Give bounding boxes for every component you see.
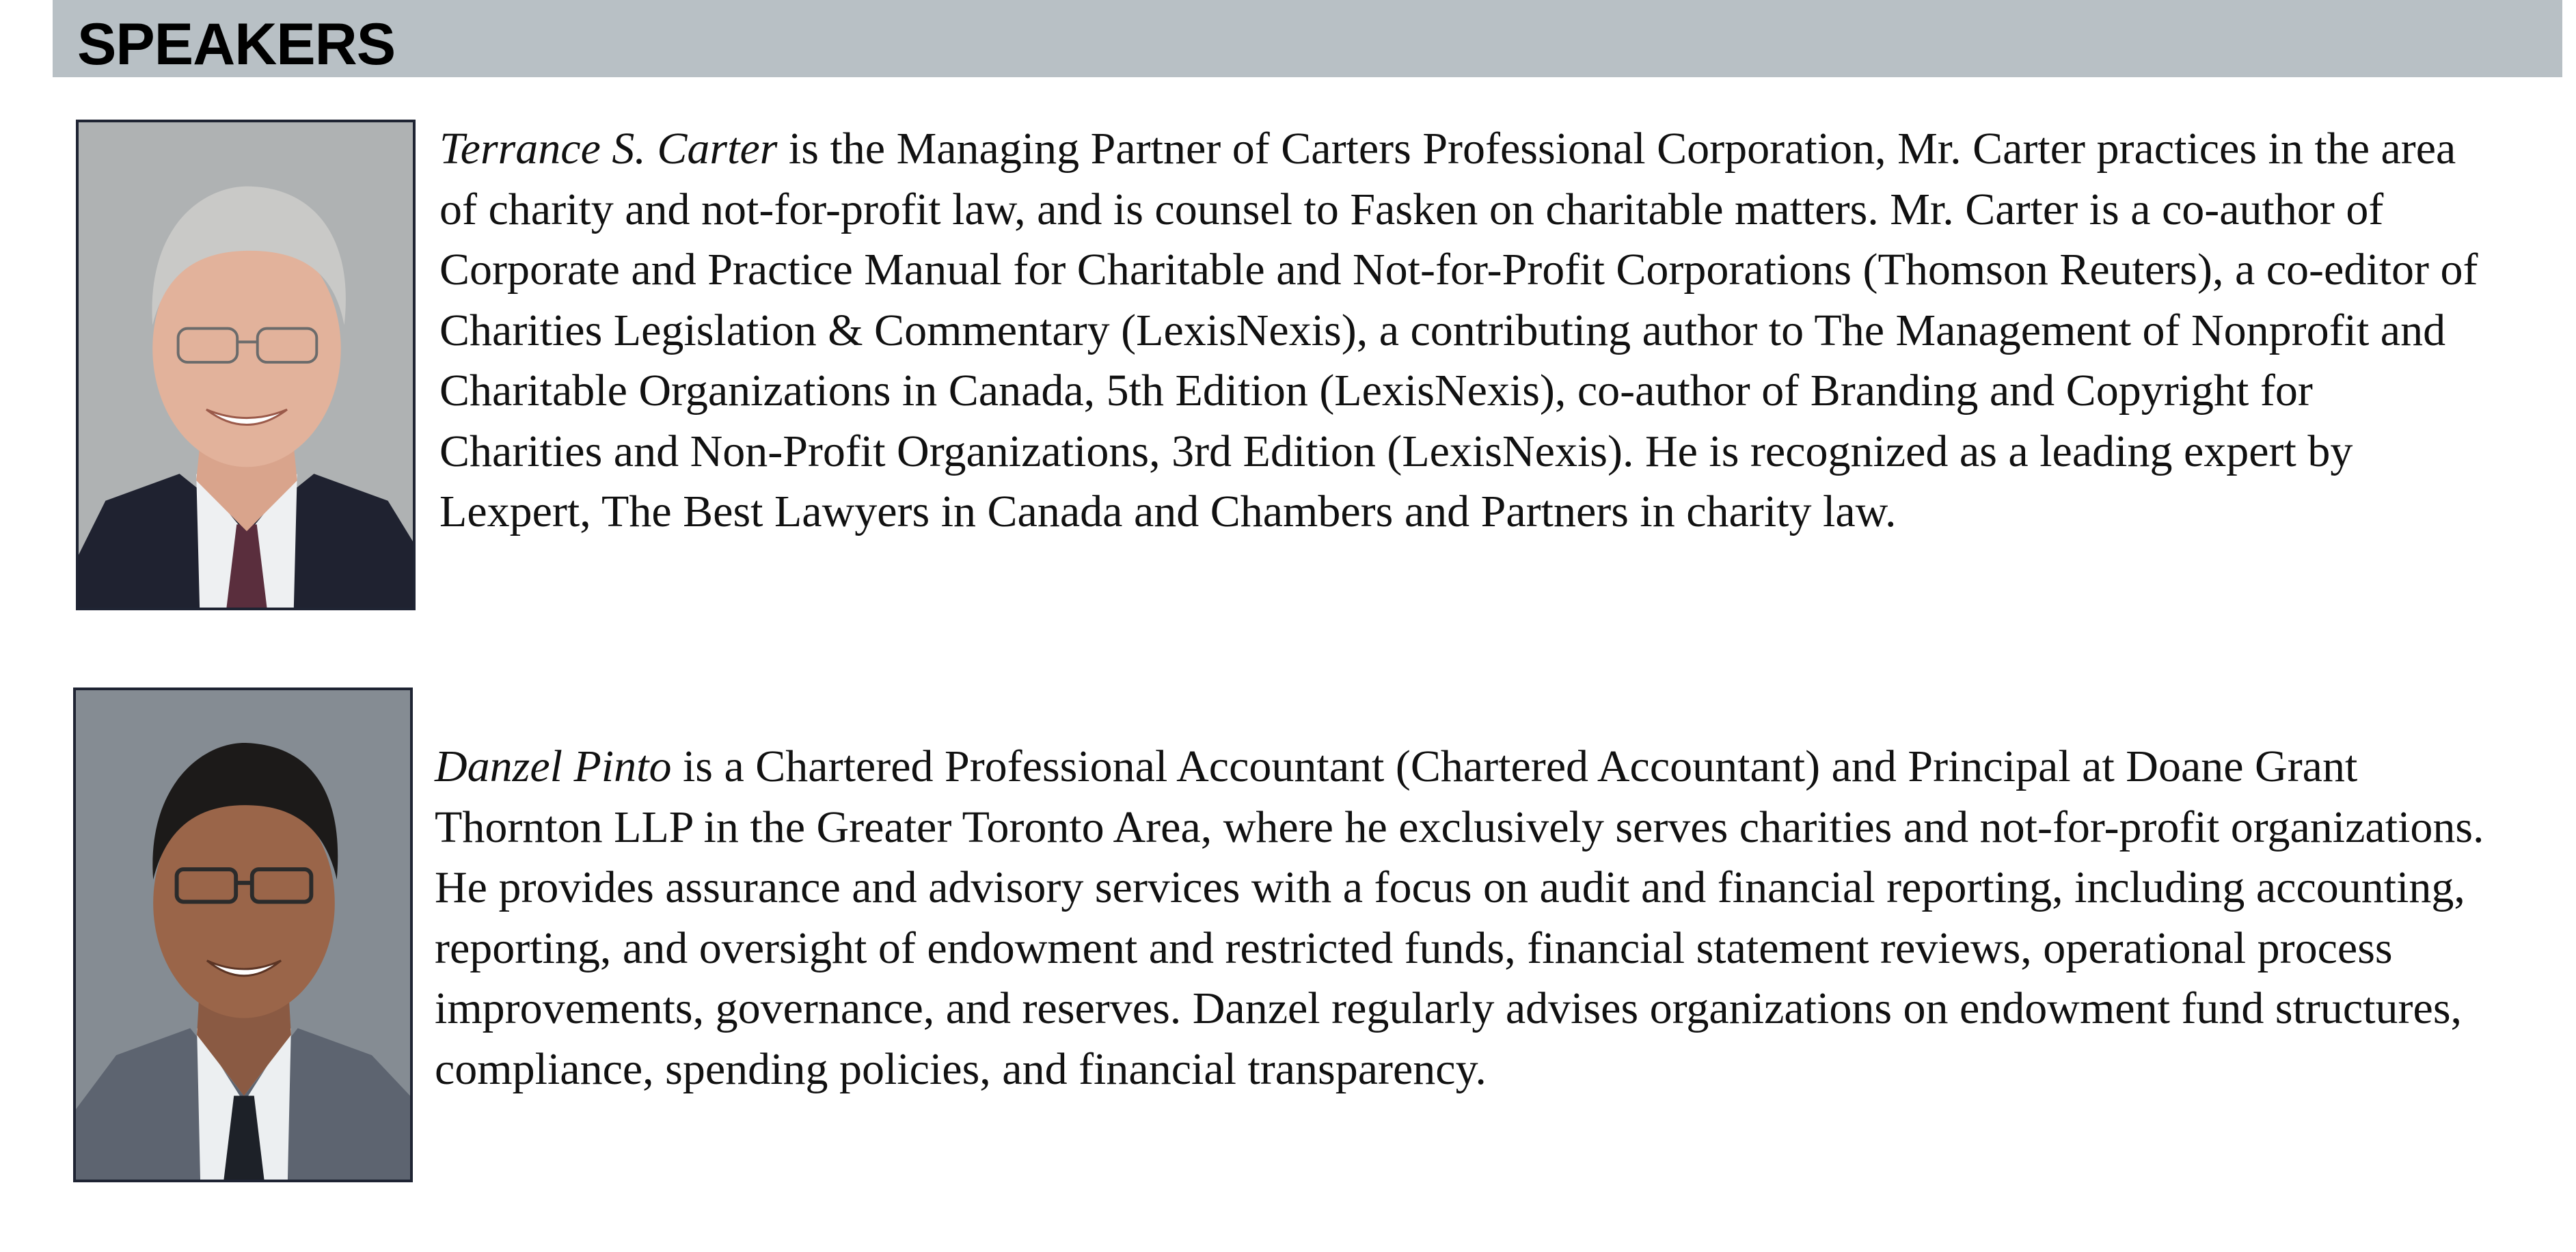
bio-line: Charities Legislation & Commentary (LexisNexis), a contributing author to The Management of Nonprofit and (439, 305, 2446, 355)
speaker-portrait-pinto (76, 690, 410, 1180)
bio-line: Thornton LLP in the Greater Toronto Area, where he exclusively serves charities and not-for-profit organizations. (435, 802, 2484, 852)
speaker-portrait-carter (79, 122, 413, 608)
bio-line: Terrance S. Carter is the Managing Partner of Carters Professional Corporation, Mr. Carter practices in the area (439, 124, 2456, 174)
speaker-name: Terrance S. Carter (439, 124, 778, 174)
bio-line: Charitable Organizations in Canada, 5th Edition (LexisNexis), co-author of Branding and Copyright for (439, 366, 2313, 416)
bio-line: Lexpert, The Best Lawyers in Canada and Chambers and Partners in charity law. (439, 487, 1897, 536)
bio-line: reporting, and oversight of endowment and restricted funds, financial statement reviews, operational process (435, 923, 2393, 973)
bio-line: of charity and not-for-profit law, and is counsel to Fasken on charitable matters. Mr. Carter is a co-author of (439, 184, 2384, 234)
section-header (53, 0, 2562, 77)
bio-line: improvements, governance, and reserves. Danzel regularly advises organizations on endowment fund structures, (435, 983, 2463, 1033)
bio-line: Charities and Non-Profit Organizations, 3rd Edition (LexisNexis). He is recognized as a leading expert by (439, 426, 2353, 476)
speaker-bio-carter (439, 119, 2545, 543)
section-title: SPEAKERS (77, 12, 396, 77)
speaker-name: Danzel Pinto (435, 741, 672, 791)
bio-line: Danzel Pinto is a Chartered Professional Accountant (Chartered Accountant) and Principal at Doane Grant (435, 741, 2358, 791)
speaker-photo-pinto (73, 688, 413, 1182)
speaker-bio-pinto (435, 737, 2550, 1100)
speaker-photo-carter (76, 120, 416, 610)
bio-line: Corporate and Practice Manual for Charitable and Not-for-Profit Corporations (Thomson Reuters), a co-editor of (439, 245, 2478, 295)
bio-line: compliance, spending policies, and financial transparency. (435, 1044, 1487, 1094)
bio-line: He provides assurance and advisory services with a focus on audit and financial reporting, including accounting, (435, 862, 2465, 912)
